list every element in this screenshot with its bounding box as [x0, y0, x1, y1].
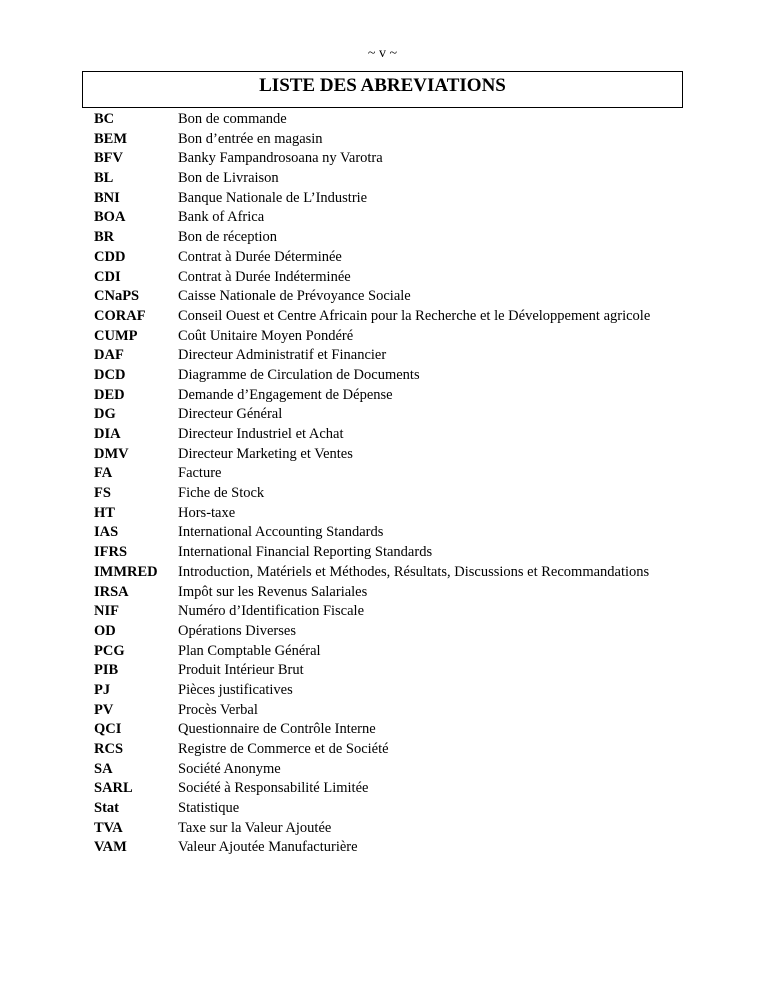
abbreviation-code: IRSA	[94, 583, 129, 600]
abbreviation-code: Stat	[94, 800, 119, 817]
abbreviation-definition: Directeur Marketing et Ventes	[178, 445, 353, 462]
abbreviation-definition: Pièces justificatives	[178, 681, 293, 698]
abbreviation-code: PV	[94, 701, 114, 718]
abbreviation-definition: Bank of Africa	[178, 209, 265, 226]
abbreviation-definition: Facture	[178, 465, 222, 482]
abbreviation-definition: Banky Fampandrosoana ny Varotra	[178, 150, 383, 167]
abbreviation-row	[94, 110, 694, 130]
abbreviation-row	[94, 838, 694, 858]
abbreviation-code: CDD	[94, 248, 126, 265]
abbreviation-definition: Demande d’Engagement de Dépense	[178, 386, 393, 403]
abbreviation-row	[94, 130, 694, 150]
abbreviation-definition: Directeur Administratif et Financier	[178, 347, 387, 364]
abbreviation-row	[94, 208, 694, 228]
abbreviation-definition: Bon de réception	[178, 229, 278, 246]
abbreviation-row	[94, 504, 694, 524]
abbreviation-row	[94, 819, 694, 839]
abbreviation-definition: Procès Verbal	[178, 701, 258, 718]
abbreviation-code: VAM	[94, 839, 127, 856]
abbreviation-code: HT	[94, 504, 115, 521]
abbreviation-definition: Diagramme de Circulation de Documents	[178, 366, 420, 383]
abbreviation-code: DCD	[94, 366, 126, 383]
abbreviation-row	[94, 622, 694, 642]
abbreviation-row	[94, 779, 694, 799]
abbreviation-code: BR	[94, 229, 115, 246]
abbreviation-code: FS	[94, 485, 111, 502]
abbreviation-row	[94, 583, 694, 603]
abbreviation-definition: Fiche de Stock	[178, 485, 265, 502]
abbreviation-definition: Introduction, Matériels et Méthodes, Résultats, Discussions et Recommandations	[178, 563, 650, 580]
abbreviation-code: BNI	[94, 189, 120, 206]
abbreviation-code: SA	[94, 760, 113, 777]
abbreviation-code: OD	[94, 622, 116, 639]
abbreviation-definition: Taxe sur la Valeur Ajoutée	[178, 819, 332, 836]
abbreviation-row	[94, 268, 694, 288]
abbreviation-row	[94, 523, 694, 543]
abbreviation-definition: Bon d’entrée en magasin	[178, 130, 323, 147]
abbreviation-row	[94, 327, 694, 347]
abbreviation-definition: Hors-taxe	[178, 504, 236, 521]
abbreviation-definition: Opérations Diverses	[178, 622, 296, 639]
abbreviation-code: TVA	[94, 819, 123, 836]
abbreviation-code: DAF	[94, 347, 124, 364]
abbreviation-definition: Numéro d’Identification Fiscale	[178, 603, 365, 620]
abbreviation-definition: Banque Nationale de L’Industrie	[178, 189, 368, 206]
abbreviation-definition: Coût Unitaire Moyen Pondéré	[178, 327, 354, 344]
abbreviation-row	[94, 189, 694, 209]
abbreviation-row	[94, 484, 694, 504]
abbreviation-row	[94, 169, 694, 189]
abbreviation-code: QCI	[94, 721, 122, 738]
abbreviation-code: RCS	[94, 741, 124, 757]
abbreviation-row	[94, 681, 694, 701]
abbreviation-row	[94, 543, 694, 563]
abbreviation-row	[94, 720, 694, 740]
title-box	[82, 71, 683, 108]
abbreviation-code: FA	[94, 465, 113, 482]
abbreviation-row	[94, 366, 694, 386]
page-number: ~ v ~	[367, 46, 398, 61]
abbreviation-code: CORAF	[94, 307, 146, 324]
abbreviation-definition: Produit Intérieur Brut	[178, 662, 304, 679]
abbreviation-definition: Bon de Livraison	[178, 170, 279, 187]
abbreviation-code: DIA	[94, 426, 121, 442]
abbreviation-code: CNaPS	[94, 288, 140, 305]
abbreviation-code: SARL	[94, 780, 133, 797]
abbreviation-code: PCG	[94, 642, 125, 659]
abbreviation-definition: Plan Comptable Général	[178, 642, 321, 659]
abbreviation-definition: Société Anonyme	[178, 760, 281, 777]
abbreviation-code: CUMP	[94, 327, 138, 344]
abbreviation-list	[94, 110, 694, 858]
abbreviation-code: NIF	[94, 603, 119, 620]
abbreviation-code: IAS	[94, 524, 119, 541]
abbreviation-definition: Statistique	[178, 800, 240, 817]
abbreviation-definition: International Accounting Standards	[178, 524, 384, 541]
abbreviation-definition: International Financial Reporting Standards	[178, 544, 433, 561]
abbreviation-code: DG	[94, 406, 116, 423]
abbreviation-code: BOA	[94, 209, 126, 226]
abbreviation-definition: Valeur Ajoutée Manufacturière	[178, 839, 358, 856]
abbreviation-row	[94, 740, 694, 760]
abbreviation-row	[94, 405, 694, 425]
page-title: LISTE DES ABREVIATIONS	[259, 75, 506, 96]
abbreviation-row	[94, 248, 694, 268]
abbreviation-definition: Directeur Industriel et Achat	[178, 426, 344, 442]
abbreviation-row	[94, 642, 694, 662]
abbreviation-definition: Contrat à Durée Indéterminée	[178, 268, 351, 285]
abbreviation-row	[94, 346, 694, 366]
abbreviation-code: CDI	[94, 268, 121, 285]
abbreviation-row	[94, 760, 694, 780]
abbreviation-code: IFRS	[94, 544, 128, 561]
abbreviation-code: DED	[94, 386, 125, 403]
abbreviation-definition: Directeur Général	[178, 406, 283, 423]
abbreviation-row	[94, 464, 694, 484]
abbreviation-row	[94, 386, 694, 406]
abbreviation-definition: Caisse Nationale de Prévoyance Sociale	[178, 288, 411, 305]
abbreviation-row	[94, 799, 694, 819]
abbreviation-definition: Questionnaire de Contrôle Interne	[178, 721, 376, 738]
abbreviation-row	[94, 602, 694, 622]
abbreviation-row	[94, 425, 694, 445]
abbreviation-definition: Impôt sur les Revenus Salariales	[178, 583, 368, 600]
abbreviation-code: BC	[94, 111, 115, 127]
abbreviation-row	[94, 445, 694, 465]
abbreviation-row	[94, 661, 694, 681]
abbreviation-definition: Registre de Commerce et de Société	[178, 741, 389, 757]
abbreviation-definition: Bon de commande	[178, 111, 287, 127]
abbreviation-definition: Contrat à Durée Déterminée	[178, 248, 342, 265]
abbreviation-row	[94, 149, 694, 169]
abbreviation-row	[94, 287, 694, 307]
abbreviation-code: DMV	[94, 445, 129, 462]
abbreviation-code: BL	[94, 170, 114, 187]
abbreviation-code: BFV	[94, 150, 123, 167]
abbreviation-row	[94, 228, 694, 248]
abbreviation-code: BEM	[94, 130, 128, 147]
abbreviation-row	[94, 701, 694, 721]
abbreviation-row	[94, 307, 694, 327]
abbreviation-definition: Société à Responsabilité Limitée	[178, 780, 369, 797]
abbreviation-code: PJ	[94, 681, 111, 698]
abbreviation-code: PIB	[94, 662, 119, 679]
abbreviation-row	[94, 563, 694, 583]
abbreviation-code: IMMRED	[94, 563, 158, 580]
abbreviation-definition: Conseil Ouest et Centre Africain pour la Recherche et le Développement agricole	[178, 307, 651, 324]
